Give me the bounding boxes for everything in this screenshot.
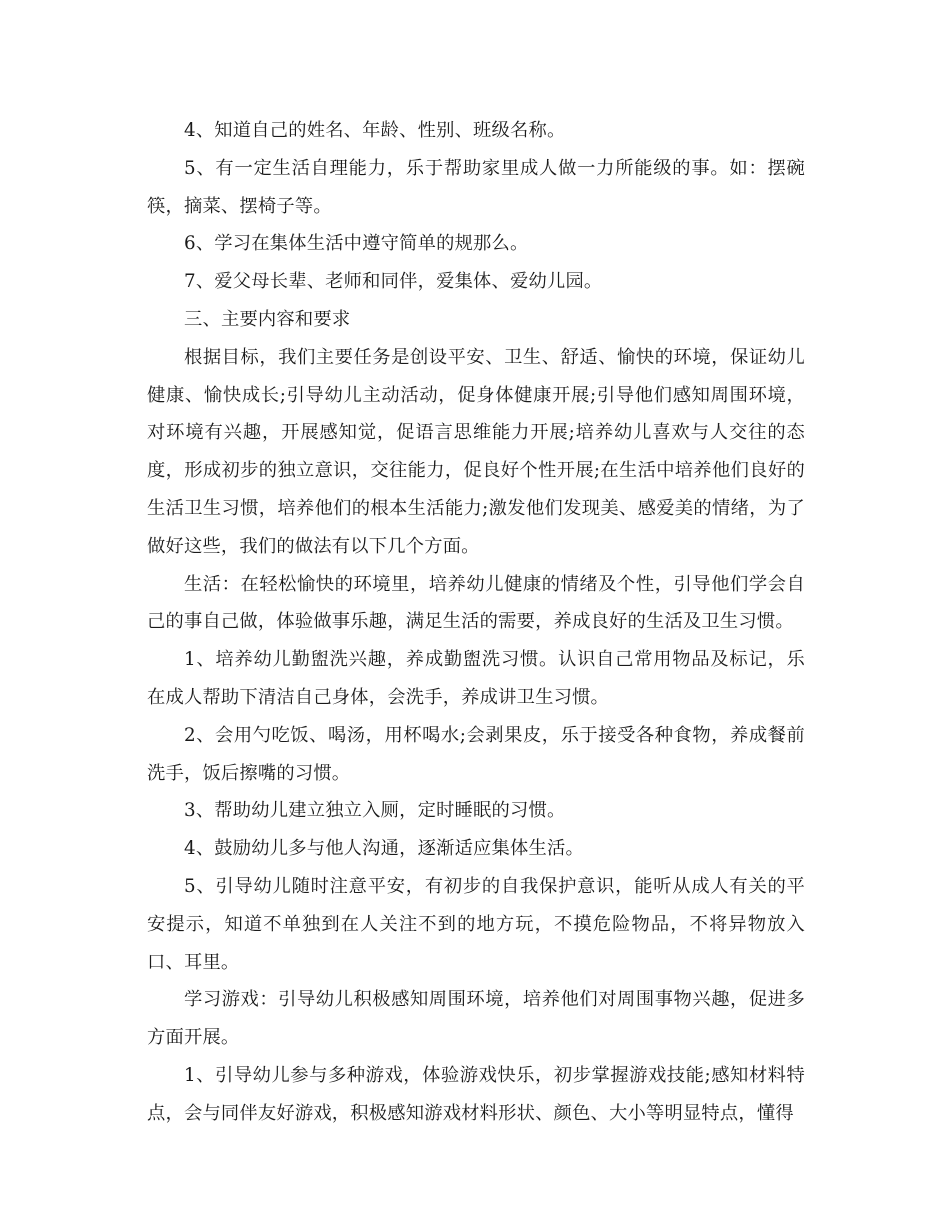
list-item-eating: 2、会用勺吃饭、喝汤，用杯喝水;会剥果皮，乐于接受各种食物，养成餐前洗手，饭后擦嘴的习惯。	[147, 724, 805, 784]
list-item-know-self: 4、知道自己的姓名、年龄、性别、班级名称。	[184, 120, 566, 141]
document-body	[147, 112, 805, 1133]
section-heading-main-content: 三、主要内容和要求	[184, 308, 351, 330]
list-item-toilet-sleep: 3、帮助幼儿建立独立入厕，定时睡眠的习惯。	[184, 800, 566, 822]
list-item-games: 1、引导幼儿参与多种游戏，体验游戏快乐，初步掌握游戏技能;感知材料特点，会与同伴友好游戏，积极感知游戏材料形状、颜色、大小等明显特点，懂得	[147, 1064, 805, 1124]
paragraph-learning-games: 学习游戏：引导幼儿积极感知周围环境，培养他们对周围事物兴趣，促进多方面开展。	[147, 989, 805, 1049]
list-item-self-care: 5、有一定生活自理能力，乐于帮助家里成人做一力所能级的事。如：摆碗筷，摘菜、摆椅子等。	[147, 157, 805, 217]
list-item-safety: 5、引导幼儿随时注意平安，有初步的自我保护意识，能听从成人有关的平安提示，知道不单独到在人关注不到的地方玩，不摸危险物品，不将异物放入口、耳里。	[147, 875, 805, 973]
list-item-communication: 4、鼓励幼儿多与他人沟通，逐渐适应集体生活。	[184, 838, 584, 860]
paragraph-life: 生活：在轻松愉快的环境里，培养幼儿健康的情绪及个性，引导他们学会自己的事自己做，体验做事乐趣，满足生活的需要，养成良好的生活及卫生习惯。	[147, 573, 805, 633]
paragraph-goals: 根据目标，我们主要任务是创设平安、卫生、舒适、愉快的环境，保证幼儿健康、愉快成长;引导幼儿主动活动，促身体健康开展;引导他们感知周围环境，对环境有兴趣，开展感知觉，促语言思维能力开展;培养幼儿喜欢与人交往的态度，形成初步的独立意识，交往能力，促良好个性开展;在生活中培养他们良好的生活卫生习惯，培养他们的根本生活能力;激发他们发现美、感爱美的情绪，为了做好这些，我们的做法有以下几个方面。	[147, 346, 805, 557]
list-item-washing: 1、培养幼儿勤盥洗兴趣，养成勤盥洗习惯。认识自己常用物品及标记，乐在成人帮助下清洁自己身体，会洗手，养成讲卫生习惯。	[147, 649, 805, 708]
list-item-love-family: 7、爱父母长辈、老师和同伴，爱集体、爱幼儿园。	[184, 271, 603, 293]
list-item-group-rules: 6、学习在集体生活中遵守简单的规那么。	[184, 233, 529, 255]
